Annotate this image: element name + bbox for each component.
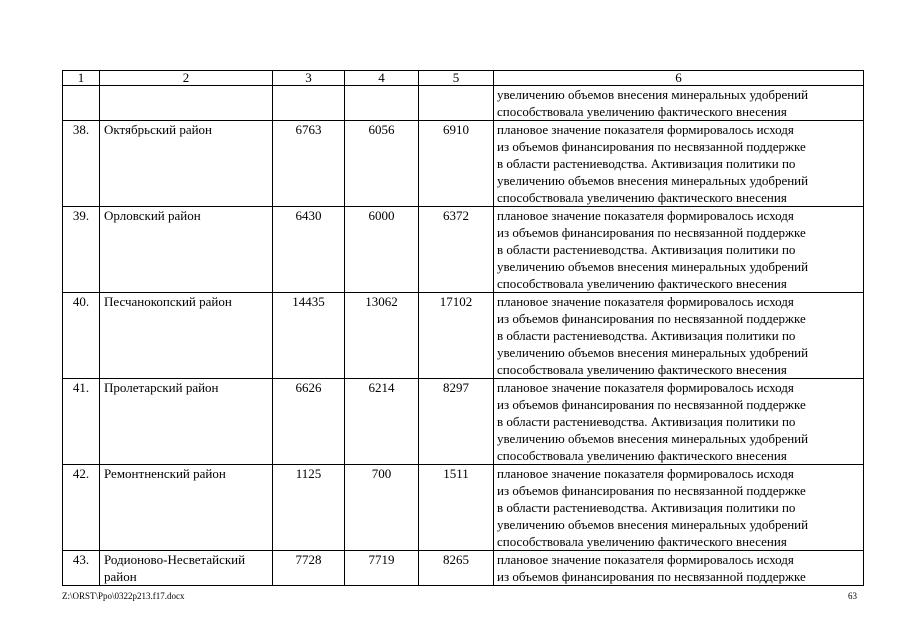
comment-line: плановое значение показателя формировалось исходя [497,466,794,481]
comment-line: в области растениеводства. Активизация политики по [497,500,796,515]
comment-line: способствовала увеличению фактического внесения [497,190,787,205]
comment-line: увеличению объемов внесения минеральных удобрений [497,517,809,532]
value-col-5: 6910 [419,121,494,207]
comment-line: из объемов финансирования по несвязанной поддержке [497,397,806,412]
header-cell-1: 1 [63,71,100,86]
data-table [62,70,864,586]
comment-line: в области растениеводства. Активизация политики по [497,328,796,343]
district-name: Песчанокопский район [100,293,273,379]
comment-cell [494,551,864,586]
table-row [63,551,864,586]
value-col-4: 13062 [345,293,419,379]
continuation-name-cell [100,86,273,121]
value-col-5: 8265 [419,551,494,586]
value-col-4: 700 [345,465,419,551]
comment-line: увеличению объемов внесения минеральных удобрений [497,87,809,102]
header-cell-3: 3 [273,71,345,86]
district-name: Родионово-Несветайский район [100,551,273,586]
continuation-c3-cell [273,86,345,121]
comment-line: способствовала увеличению фактического внесения [497,362,787,377]
header-cell-6: 6 [494,71,864,86]
comment-line: из объемов финансирования по несвязанной поддержке [497,311,806,326]
comment-line: из объемов финансирования по несвязанной поддержке [497,139,806,154]
footer-page-number: 63 [848,591,857,601]
comment-line: в области растениеводства. Активизация политики по [497,414,796,429]
header-cell-2: 2 [100,71,273,86]
row-number: 39. [63,207,100,293]
comment-line: способствовала увеличению фактического внесения [497,534,787,549]
comment-line: увеличению объемов внесения минеральных удобрений [497,173,809,188]
district-name: Ремонтненский район [100,465,273,551]
comment-line: плановое значение показателя формировалось исходя [497,122,794,137]
row-number: 41. [63,379,100,465]
comment-line: способствовала увеличению фактического внесения [497,276,787,291]
value-col-5: 17102 [419,293,494,379]
row-number: 38. [63,121,100,207]
comment-line: увеличению объемов внесения минеральных удобрений [497,345,809,360]
row-number: 43. [63,551,100,586]
value-col-3: 6430 [273,207,345,293]
value-col-3: 7728 [273,551,345,586]
value-col-4: 6000 [345,207,419,293]
comment-line: плановое значение показателя формировалось исходя [497,208,794,223]
comment-line: в области растениеводства. Активизация политики по [497,242,796,257]
continuation-c5-cell [419,86,494,121]
header-cell-4: 4 [345,71,419,86]
comment-line: из объемов финансирования по несвязанной поддержке [497,483,806,498]
comment-line: из объемов финансирования по несвязанной поддержке [497,225,806,240]
table-body [63,71,864,586]
comment-line: в области растениеводства. Активизация политики по [497,156,796,171]
comment-cell [494,293,864,379]
value-col-5: 1511 [419,465,494,551]
comment-cell [494,465,864,551]
header-row [63,71,864,86]
row-number: 40. [63,293,100,379]
value-col-3: 6626 [273,379,345,465]
footer-file-path: Z:\ORST\Ppo\0322p213.f17.docx [62,591,185,601]
continuation-row [63,86,864,121]
continuation-c4-cell [345,86,419,121]
comment-line: увеличению объемов внесения минеральных удобрений [497,259,809,274]
value-col-3: 14435 [273,293,345,379]
continuation-comment-cell [494,86,864,121]
value-col-3: 6763 [273,121,345,207]
comment-line: плановое значение показателя формировалось исходя [497,380,794,395]
comment-line: плановое значение показателя формировалось исходя [497,552,794,567]
value-col-5: 8297 [419,379,494,465]
comment-line: увеличению объемов внесения минеральных удобрений [497,431,809,446]
comment-line: плановое значение показателя формировалось исходя [497,294,794,309]
row-number: 42. [63,465,100,551]
comment-line: из объемов финансирования по несвязанной поддержке [497,569,806,584]
table-row [63,121,864,207]
value-col-5: 6372 [419,207,494,293]
district-name: Пролетарский район [100,379,273,465]
comment-cell [494,121,864,207]
value-col-3: 1125 [273,465,345,551]
table-row [63,207,864,293]
table-row [63,293,864,379]
continuation-num-cell [63,86,100,121]
comment-cell [494,379,864,465]
value-col-4: 6214 [345,379,419,465]
district-name: Орловский район [100,207,273,293]
header-cell-5: 5 [419,71,494,86]
district-name: Октябрьский район [100,121,273,207]
value-col-4: 6056 [345,121,419,207]
value-col-4: 7719 [345,551,419,586]
table-row [63,465,864,551]
comment-cell [494,207,864,293]
comment-line: способствовала увеличению фактического внесения [497,104,787,119]
comment-line: способствовала увеличению фактического внесения [497,448,787,463]
table-row [63,379,864,465]
